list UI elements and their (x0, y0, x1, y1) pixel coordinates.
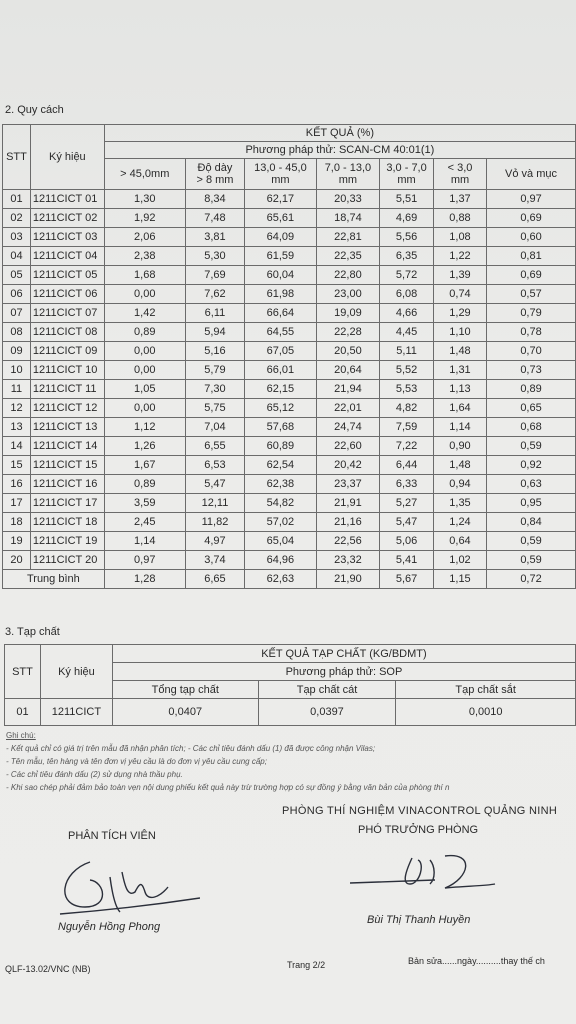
row-value: 0,73 (487, 361, 576, 380)
row-value: 1,39 (433, 266, 486, 285)
row-value: 1,14 (104, 532, 185, 551)
header-kyhieu: Ký hiệu (30, 125, 104, 190)
header-col-3-7-line2: mm (397, 174, 416, 186)
row-code: 1211CICT 02 (30, 209, 104, 228)
row-stt: 13 (3, 418, 31, 437)
row-value: 0,95 (487, 494, 576, 513)
table-row (3, 494, 576, 513)
row-value: 0,69 (487, 209, 576, 228)
page-number: Trang 2/2 (287, 960, 326, 970)
table-row (3, 513, 576, 532)
row-value: 0,88 (433, 209, 486, 228)
row-value: 0,00 (104, 361, 185, 380)
header-col-7-13 (316, 159, 380, 190)
avg-label: Trung bình (3, 570, 105, 589)
row-code: 1211CICT 15 (30, 456, 104, 475)
table-row (3, 532, 576, 551)
row-value: 6,55 (185, 437, 244, 456)
row-value: 66,64 (245, 304, 317, 323)
row-value: 22,01 (316, 399, 380, 418)
row-value: 0,79 (487, 304, 576, 323)
row-value: 1,10 (433, 323, 486, 342)
avg-cell: 0,72 (487, 570, 576, 589)
row-value: 0,92 (487, 456, 576, 475)
row-value: 0,00 (104, 342, 185, 361)
table-row (3, 380, 576, 399)
table-row (3, 475, 576, 494)
row-value: 0,94 (433, 475, 486, 494)
row-stt: 17 (3, 494, 31, 513)
row-value: 4,45 (380, 323, 434, 342)
table-row (3, 551, 576, 570)
row-value: 1,35 (433, 494, 486, 513)
header-col-7-13-line1: 7,0 - 13,0 (324, 162, 372, 174)
row-value: 1,02 (433, 551, 486, 570)
row-value: 5,41 (380, 551, 434, 570)
vice-head-title: PHÓ TRƯỞNG PHÒNG (358, 824, 479, 836)
row-stt: 10 (3, 361, 31, 380)
note-line: - Khi sao chép phải đảm bảo toàn vẹn nội dung phiếu kết quả này trừ trường hợp có sự đồng ý bằng văn bản của phòng thí n (6, 783, 450, 792)
row-value: 1,05 (104, 380, 185, 399)
row-value: 5,94 (185, 323, 244, 342)
avg-cell: 6,65 (185, 570, 244, 589)
table-row (3, 190, 576, 209)
row-value: 0,00 (104, 285, 185, 304)
row-value: 7,62 (185, 285, 244, 304)
row-value: 64,09 (245, 228, 317, 247)
table-row (3, 228, 576, 247)
row-code: 1211CICT 17 (30, 494, 104, 513)
row-stt: 11 (3, 380, 31, 399)
imp-header-iron: Tạp chất sắt (396, 681, 576, 699)
row-value: 6,35 (380, 247, 434, 266)
row-code: 1211CICT 19 (30, 532, 104, 551)
row-value: 7,48 (185, 209, 244, 228)
row-value: 22,56 (316, 532, 380, 551)
row-stt: 20 (3, 551, 31, 570)
table-row (3, 456, 576, 475)
row-value: 1,68 (104, 266, 185, 285)
row-code: 1211CICT 13 (30, 418, 104, 437)
row-value: 4,66 (380, 304, 434, 323)
row-value: 1,14 (433, 418, 486, 437)
row-value: 1,08 (433, 228, 486, 247)
row-value: 5,79 (185, 361, 244, 380)
header-col-thick-line2: > 8 mm (196, 174, 234, 186)
row-value: 5,51 (380, 190, 434, 209)
row-value: 0,89 (104, 475, 185, 494)
spec-table (2, 124, 576, 589)
row-value: 1,13 (433, 380, 486, 399)
row-value: 3,59 (104, 494, 185, 513)
row-value: 7,22 (380, 437, 434, 456)
row-code: 1211CICT 08 (30, 323, 104, 342)
row-code: 1211CICT 07 (30, 304, 104, 323)
row-stt: 18 (3, 513, 31, 532)
table-row (3, 285, 576, 304)
row-value: 5,52 (380, 361, 434, 380)
row-value: 6,44 (380, 456, 434, 475)
row-stt: 16 (3, 475, 31, 494)
row-value: 5,72 (380, 266, 434, 285)
row-value: 1,22 (433, 247, 486, 266)
row-value: 0,59 (487, 532, 576, 551)
row-value: 62,54 (245, 456, 317, 475)
row-value: 8,34 (185, 190, 244, 209)
row-value: 65,61 (245, 209, 317, 228)
table-row (3, 342, 576, 361)
row-value: 1,31 (433, 361, 486, 380)
notes (6, 729, 576, 794)
row-value: 22,81 (316, 228, 380, 247)
row-value: 5,30 (185, 247, 244, 266)
row-value: 23,37 (316, 475, 380, 494)
row-stt: 08 (3, 323, 31, 342)
analyst-signature (50, 852, 200, 922)
row-value: 1,42 (104, 304, 185, 323)
avg-cell: 1,28 (104, 570, 185, 589)
row-value: 5,06 (380, 532, 434, 551)
row-value: 1,37 (433, 190, 486, 209)
row-value: 1,48 (433, 342, 486, 361)
row-value: 7,04 (185, 418, 244, 437)
table-row (3, 323, 576, 342)
header-col-3-7 (380, 159, 434, 190)
row-value: 4,97 (185, 532, 244, 551)
row-value: 0,78 (487, 323, 576, 342)
row-value: 0,59 (487, 551, 576, 570)
row-value: 1,67 (104, 456, 185, 475)
row-value: 62,15 (245, 380, 317, 399)
row-value: 22,28 (316, 323, 380, 342)
row-value: 0,89 (487, 380, 576, 399)
row-code: 1211CICT 10 (30, 361, 104, 380)
row-code: 1211CICT 06 (30, 285, 104, 304)
header-col-gt45: > 45,0mm (104, 159, 185, 190)
row-value: 0,70 (487, 342, 576, 361)
row-value: 22,80 (316, 266, 380, 285)
row-value: 1,92 (104, 209, 185, 228)
row-value: 54,82 (245, 494, 317, 513)
imp-header-ketqua: KẾT QUẢ TẠP CHẤT (KG/BDMT) (112, 645, 575, 663)
row-value: 0,84 (487, 513, 576, 532)
row-value: 61,98 (245, 285, 317, 304)
row-stt: 03 (3, 228, 31, 247)
row-code: 1211CICT 04 (30, 247, 104, 266)
table-row (3, 247, 576, 266)
imp-cell: 0,0407 (112, 699, 258, 726)
row-value: 21,91 (316, 494, 380, 513)
row-value: 19,09 (316, 304, 380, 323)
row-value: 20,50 (316, 342, 380, 361)
row-value: 65,04 (245, 532, 317, 551)
row-value: 0,68 (487, 418, 576, 437)
row-stt: 19 (3, 532, 31, 551)
row-value: 66,01 (245, 361, 317, 380)
row-value: 1,29 (433, 304, 486, 323)
row-code: 1211CICT 09 (30, 342, 104, 361)
row-code: 1211CICT 16 (30, 475, 104, 494)
row-value: 64,55 (245, 323, 317, 342)
row-value: 22,60 (316, 437, 380, 456)
row-value: 5,27 (380, 494, 434, 513)
row-code: 1211CICT 12 (30, 399, 104, 418)
header-col-lt3 (433, 159, 486, 190)
row-value: 18,74 (316, 209, 380, 228)
row-value: 64,96 (245, 551, 317, 570)
avg-cell: 62,63 (245, 570, 317, 589)
table-row (3, 304, 576, 323)
row-value: 12,11 (185, 494, 244, 513)
section-2-title: 2. Quy cách (5, 104, 64, 116)
row-code: 1211CICT 20 (30, 551, 104, 570)
avg-cell: 21,90 (316, 570, 380, 589)
row-value: 1,26 (104, 437, 185, 456)
row-value: 0,00 (104, 399, 185, 418)
notes-title: Ghi chú: (6, 731, 36, 740)
revision-note: Bản sửa......ngày..........thay thế ch (408, 956, 545, 966)
row-value: 0,60 (487, 228, 576, 247)
row-value: 1,48 (433, 456, 486, 475)
row-value: 4,69 (380, 209, 434, 228)
section-3-title: 3. Tạp chất (5, 626, 60, 638)
header-col-7-13-line2: mm (338, 174, 358, 186)
row-value: 6,33 (380, 475, 434, 494)
row-value: 7,69 (185, 266, 244, 285)
row-value: 5,75 (185, 399, 244, 418)
imp-cell: 0,0010 (396, 699, 576, 726)
header-col-bark: Vỏ và mục (487, 159, 576, 190)
row-code: 1211CICT 11 (30, 380, 104, 399)
row-value: 2,06 (104, 228, 185, 247)
row-stt: 05 (3, 266, 31, 285)
row-value: 2,38 (104, 247, 185, 266)
row-stt: 12 (3, 399, 31, 418)
row-stt: 09 (3, 342, 31, 361)
row-value: 65,12 (245, 399, 317, 418)
note-line: - Tên mẫu, tên hàng và tên đơn vị yêu cầu là do đơn vị yêu cầu cung cấp; (6, 757, 267, 766)
row-value: 0,97 (104, 551, 185, 570)
imp-header-method: Phương pháp thử: SOP (112, 663, 575, 681)
analyst-name: Nguyễn Hồng Phong (58, 921, 161, 933)
row-value: 20,64 (316, 361, 380, 380)
row-value: 1,30 (104, 190, 185, 209)
row-value: 22,35 (316, 247, 380, 266)
row-value: 3,74 (185, 551, 244, 570)
row-value: 5,11 (380, 342, 434, 361)
row-value: 6,08 (380, 285, 434, 304)
row-stt: 04 (3, 247, 31, 266)
row-value: 23,00 (316, 285, 380, 304)
row-value: 6,53 (185, 456, 244, 475)
vice-head-name: Bùi Thị Thanh Huyền (367, 914, 471, 926)
row-value: 62,17 (245, 190, 317, 209)
row-value: 57,68 (245, 418, 317, 437)
row-value: 20,42 (316, 456, 380, 475)
row-stt: 02 (3, 209, 31, 228)
imp-header-kyhieu: Ký hiệu (40, 645, 112, 699)
row-value: 60,04 (245, 266, 317, 285)
table-row (3, 266, 576, 285)
row-value: 11,82 (185, 513, 244, 532)
row-code: 1211CICT 05 (30, 266, 104, 285)
lab-name: PHÒNG THÍ NGHIỆM VINACONTROL QUẢNG NINH (282, 805, 558, 817)
row-value: 5,16 (185, 342, 244, 361)
row-value: 3,81 (185, 228, 244, 247)
row-value: 4,82 (380, 399, 434, 418)
table-row (3, 418, 576, 437)
vice-signature (350, 848, 500, 898)
row-value: 67,05 (245, 342, 317, 361)
row-value: 20,33 (316, 190, 380, 209)
row-value: 0,57 (487, 285, 576, 304)
row-value: 57,02 (245, 513, 317, 532)
table-row (3, 209, 576, 228)
row-value: 6,11 (185, 304, 244, 323)
row-code: 1211CICT 18 (30, 513, 104, 532)
imp-cell: 0,0397 (258, 699, 396, 726)
row-value: 7,30 (185, 380, 244, 399)
row-stt: 06 (3, 285, 31, 304)
row-value: 1,24 (433, 513, 486, 532)
row-value: 5,56 (380, 228, 434, 247)
row-value: 1,64 (433, 399, 486, 418)
header-col-thick-line1: Độ dày (197, 162, 233, 174)
row-code: 1211CICT 03 (30, 228, 104, 247)
header-ketqua: KẾT QUẢ (%) (104, 125, 575, 142)
row-value: 5,47 (380, 513, 434, 532)
table-row (3, 399, 576, 418)
header-col-13-45-line1: 13,0 - 45,0 (254, 162, 307, 174)
row-value: 7,59 (380, 418, 434, 437)
row-stt: 15 (3, 456, 31, 475)
row-stt: 07 (3, 304, 31, 323)
row-value: 0,90 (433, 437, 486, 456)
header-col-13-45 (245, 159, 317, 190)
table-row (3, 437, 576, 456)
row-value: 23,32 (316, 551, 380, 570)
row-code: 1211CICT 14 (30, 437, 104, 456)
table-row (3, 361, 576, 380)
row-value: 24,74 (316, 418, 380, 437)
row-value: 2,45 (104, 513, 185, 532)
imp-cell: 1211CICT (40, 699, 112, 726)
impurity-table (4, 644, 576, 726)
note-line: - Kết quả chỉ có giá trị trên mẫu đã nhận phân tích; - Các chỉ tiêu đánh dấu (1) đã được công nhận Vilas; (6, 744, 376, 753)
row-value: 0,89 (104, 323, 185, 342)
row-value: 5,53 (380, 380, 434, 399)
row-value: 1,12 (104, 418, 185, 437)
row-value: 0,81 (487, 247, 576, 266)
avg-cell: 1,15 (433, 570, 486, 589)
imp-header-stt: STT (5, 645, 41, 699)
row-value: 0,69 (487, 266, 576, 285)
form-code: QLF-13.02/VNC (NB) (5, 964, 91, 974)
row-value: 0,74 (433, 285, 486, 304)
header-col-thick (185, 159, 244, 190)
note-line: - Các chỉ tiêu đánh dấu (2) sử dụng nhà thầu phụ. (6, 770, 183, 779)
row-value: 62,38 (245, 475, 317, 494)
row-value: 0,64 (433, 532, 486, 551)
header-col-lt3-line2: mm (450, 174, 470, 186)
row-value: 0,65 (487, 399, 576, 418)
row-value: 0,63 (487, 475, 576, 494)
header-col-3-7-line1: 3,0 - 7,0 (386, 162, 427, 174)
header-method: Phương pháp thử: SCAN-CM 40:01(1) (104, 142, 575, 159)
row-value: 60,89 (245, 437, 317, 456)
imp-header-total: Tổng tạp chất (112, 681, 258, 699)
header-col-lt3-line1: < 3,0 (447, 162, 473, 174)
row-value: 21,16 (316, 513, 380, 532)
row-value: 0,97 (487, 190, 576, 209)
row-stt: 14 (3, 437, 31, 456)
imp-header-sand: Tạp chất cát (258, 681, 396, 699)
row-value: 0,59 (487, 437, 576, 456)
row-code: 1211CICT 01 (30, 190, 104, 209)
avg-cell: 5,67 (380, 570, 434, 589)
row-value: 21,94 (316, 380, 380, 399)
header-col-13-45-line2: mm (271, 174, 290, 186)
row-value: 61,59 (245, 247, 317, 266)
header-stt: STT (3, 125, 31, 190)
imp-cell: 01 (5, 699, 41, 726)
row-stt: 01 (3, 190, 31, 209)
row-value: 5,47 (185, 475, 244, 494)
analyst-title: PHÂN TÍCH VIÊN (68, 830, 156, 842)
